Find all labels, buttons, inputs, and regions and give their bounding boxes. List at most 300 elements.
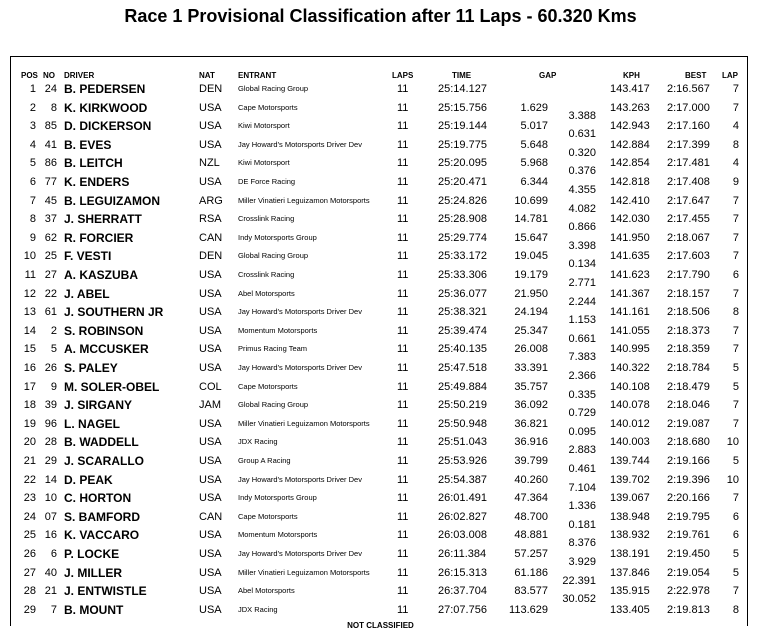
cell-laps: 11 xyxy=(397,380,409,393)
cell-lap: 6 xyxy=(732,529,739,542)
cell-gap: 26.008 xyxy=(514,343,548,356)
cell-nat: USA xyxy=(199,436,222,449)
cell-laps: 11 xyxy=(397,529,409,542)
cell-laps: 11 xyxy=(397,287,409,300)
cell-interval: 0.866 xyxy=(568,221,596,234)
cell-time: 27:07.756 xyxy=(438,603,487,616)
cell-interval: 0.095 xyxy=(568,425,596,438)
cell-laps: 11 xyxy=(397,436,409,449)
cell-kph: 141.950 xyxy=(610,231,650,244)
cell-interval: 2.883 xyxy=(568,444,596,457)
cell-pos: 21 xyxy=(23,455,36,467)
cell-kph: 139.702 xyxy=(610,473,650,486)
cell-best: 2:17.790 xyxy=(667,269,710,281)
cell-lap: 7 xyxy=(732,213,739,226)
cell-laps: 11 xyxy=(397,473,409,486)
cell-best: 2:17.603 xyxy=(667,250,710,263)
cell-gap: 1.629 xyxy=(520,101,548,114)
cell-no: 61 xyxy=(44,306,57,319)
cell-nat: USA xyxy=(199,343,222,356)
cell-laps: 11 xyxy=(397,585,409,598)
cell-lap: 7 xyxy=(732,324,739,337)
cell-entrant: Global Racing Group xyxy=(238,251,309,261)
cell-driver: J. ABEL xyxy=(64,286,110,301)
cell-lap: 7 xyxy=(732,231,739,244)
cell-kph: 143.417 xyxy=(610,83,650,95)
cell-laps: 11 xyxy=(397,157,409,170)
cell-kph: 137.846 xyxy=(610,566,650,579)
cell-kph: 141.161 xyxy=(610,306,650,319)
header-driver: DRIVER xyxy=(64,71,95,80)
cell-driver: B. LEGUIZAMON xyxy=(64,193,160,208)
cell-laps: 11 xyxy=(397,343,409,356)
cell-interval: 0.181 xyxy=(568,518,596,531)
cell-best: 2:20.166 xyxy=(667,492,710,505)
cell-no: 28 xyxy=(44,436,57,449)
cell-entrant: Kiwi Motorsport xyxy=(238,158,290,168)
cell-best: 2:18.157 xyxy=(667,287,710,300)
cell-entrant: Jay Howard's Motorsports Driver Dev xyxy=(238,549,362,558)
cell-best: 2:17.455 xyxy=(667,213,710,226)
cell-lap: 9 xyxy=(732,176,739,188)
cell-lap: 7 xyxy=(732,83,739,95)
cell-driver: B. MOUNT xyxy=(64,602,124,617)
cell-driver: B. EVES xyxy=(64,137,112,152)
cell-time: 26:15.313 xyxy=(438,566,487,579)
cell-kph: 142.410 xyxy=(610,194,650,207)
cell-no: 14 xyxy=(44,473,57,486)
cell-no: 45 xyxy=(44,194,57,207)
cell-no: 62 xyxy=(44,231,57,244)
cell-kph: 139.067 xyxy=(610,492,650,505)
cell-no: 40 xyxy=(44,566,57,579)
cell-driver: D. PEAK xyxy=(64,472,113,487)
cell-nat: USA xyxy=(199,566,222,579)
cell-gap: 21.950 xyxy=(514,287,548,300)
cell-kph: 142.818 xyxy=(610,176,650,188)
cell-laps: 11 xyxy=(397,269,409,281)
cell-nat: CAN xyxy=(199,510,223,523)
cell-nat: USA xyxy=(199,473,222,486)
header-best: BEST xyxy=(685,71,707,80)
cell-gap: 83.577 xyxy=(514,585,548,598)
cell-best: 2:18.067 xyxy=(667,231,710,244)
header-gap: GAP xyxy=(539,71,557,80)
cell-kph: 139.744 xyxy=(610,455,650,467)
cell-entrant: Indy Motorsports Group xyxy=(238,232,317,242)
cell-entrant: JDX Racing xyxy=(238,604,278,614)
cell-time: 25:53.926 xyxy=(438,455,487,467)
cell-gap: 113.629 xyxy=(509,603,548,616)
cell-no: 21 xyxy=(44,585,57,598)
cell-interval: 7.383 xyxy=(568,351,596,364)
cell-best: 2:19.813 xyxy=(667,603,710,616)
cell-interval: 0.335 xyxy=(568,388,596,401)
cell-best: 2:19.795 xyxy=(667,510,710,523)
cell-lap: 7 xyxy=(732,417,739,430)
cell-pos: 3 xyxy=(29,120,36,133)
cell-gap: 40.260 xyxy=(514,473,548,486)
cell-entrant: JDX Racing xyxy=(238,437,278,447)
cell-nat: NZL xyxy=(199,157,220,170)
cell-time: 25:20.471 xyxy=(438,176,487,188)
cell-nat: USA xyxy=(199,101,222,114)
cell-best: 2:18.046 xyxy=(667,399,710,412)
cell-lap: 4 xyxy=(732,157,739,170)
cell-kph: 140.078 xyxy=(610,399,650,412)
cell-time: 25:51.043 xyxy=(438,436,487,449)
cell-gap: 61.186 xyxy=(514,566,548,579)
header-time: TIME xyxy=(452,71,472,80)
cell-gap: 5.648 xyxy=(520,138,548,151)
cell-best: 2:16.567 xyxy=(667,83,710,95)
cell-time: 25:54.387 xyxy=(438,473,487,486)
cell-time: 25:38.321 xyxy=(438,306,487,319)
cell-pos: 24 xyxy=(23,510,36,523)
cell-entrant: Global Racing Group xyxy=(238,84,309,93)
cell-no: 24 xyxy=(44,83,57,95)
cell-interval: 2.244 xyxy=(568,295,596,308)
cell-lap: 8 xyxy=(732,138,739,151)
cell-pos: 4 xyxy=(29,138,36,151)
cell-laps: 11 xyxy=(397,138,409,151)
cell-best: 2:18.373 xyxy=(667,324,710,337)
cell-gap: 33.391 xyxy=(514,362,548,374)
cell-interval: 0.729 xyxy=(568,407,596,420)
cell-best: 2:17.399 xyxy=(667,138,710,151)
cell-gap: 48.881 xyxy=(514,529,548,542)
cell-gap: 5.017 xyxy=(520,120,548,133)
cell-driver: C. HORTON xyxy=(64,491,132,506)
cell-gap: 25.347 xyxy=(514,324,548,337)
cell-laps: 11 xyxy=(397,250,409,263)
cell-lap: 5 xyxy=(732,548,739,560)
cell-interval: 2.366 xyxy=(568,370,596,382)
cell-no: 16 xyxy=(44,529,57,542)
cell-kph: 135.915 xyxy=(610,585,650,598)
cell-pos: 20 xyxy=(23,436,36,449)
cell-lap: 10 xyxy=(726,473,739,486)
cell-best: 2:17.160 xyxy=(667,120,710,133)
cell-no: 27 xyxy=(44,269,57,281)
cell-lap: 7 xyxy=(732,492,739,505)
cell-best: 2:22.978 xyxy=(667,585,710,598)
cell-no: 8 xyxy=(50,101,57,114)
cell-no: 22 xyxy=(44,287,57,300)
cell-interval: 1.153 xyxy=(568,314,596,327)
cell-pos: 10 xyxy=(23,250,36,263)
cell-gap: 35.757 xyxy=(514,380,548,393)
cell-lap: 4 xyxy=(732,120,739,133)
cell-driver: K. VACCARO xyxy=(64,528,140,543)
cell-laps: 11 xyxy=(397,176,409,188)
cell-nat: CAN xyxy=(199,231,223,244)
cell-time: 25:24.826 xyxy=(438,194,487,207)
cell-entrant: Group A Racing xyxy=(238,456,291,465)
cell-time: 25:50.219 xyxy=(438,399,487,412)
cell-gap: 5.968 xyxy=(520,157,548,170)
cell-nat: USA xyxy=(199,529,222,542)
cell-laps: 11 xyxy=(397,231,409,244)
header-entrant: ENTRANT xyxy=(238,71,277,80)
cell-laps: 11 xyxy=(397,566,409,579)
cell-pos: 22 xyxy=(23,473,36,486)
cell-kph: 138.191 xyxy=(610,548,650,560)
cell-entrant: Jay Howard's Motorsports Driver Dev xyxy=(238,307,362,317)
cell-no: 85 xyxy=(44,120,57,133)
header-laps: LAPS xyxy=(392,71,414,80)
cell-gap: 47.364 xyxy=(514,492,548,505)
cell-best: 2:19.054 xyxy=(667,566,710,579)
cell-pos: 14 xyxy=(23,324,36,337)
cell-driver: J. SOUTHERN JR xyxy=(64,305,164,320)
cell-kph: 141.635 xyxy=(610,250,650,263)
cell-gap: 15.647 xyxy=(514,231,548,244)
cell-pos: 1 xyxy=(29,83,36,95)
cell-laps: 11 xyxy=(397,455,409,467)
cell-interval: 4.082 xyxy=(568,202,596,215)
cell-no: 41 xyxy=(44,138,57,151)
cell-nat: USA xyxy=(199,138,222,151)
cell-time: 26:11.384 xyxy=(438,548,487,560)
cell-nat: USA xyxy=(199,455,222,467)
cell-no: 7 xyxy=(50,603,57,616)
cell-time: 25:50.948 xyxy=(438,417,487,430)
cell-driver: J. MILLER xyxy=(64,565,123,580)
cell-laps: 11 xyxy=(397,548,409,560)
cell-driver: L. NAGEL xyxy=(64,416,120,431)
cell-gap: 36.821 xyxy=(514,417,548,430)
cell-driver: A. KASZUBA xyxy=(64,268,138,282)
cell-driver: S. PALEY xyxy=(64,361,118,375)
cell-kph: 141.367 xyxy=(610,287,650,300)
cell-pos: 13 xyxy=(23,306,36,319)
cell-lap: 8 xyxy=(732,603,739,616)
cell-pos: 18 xyxy=(23,399,36,412)
cell-no: 37 xyxy=(44,213,57,226)
cell-nat: USA xyxy=(199,287,222,300)
cell-no: 96 xyxy=(44,417,57,430)
cell-driver: B. PEDERSEN xyxy=(64,82,146,96)
cell-lap: 10 xyxy=(726,436,739,449)
cell-interval: 1.336 xyxy=(568,500,596,513)
cell-lap: 8 xyxy=(732,306,739,319)
cell-no: 25 xyxy=(44,250,57,263)
cell-kph: 138.932 xyxy=(610,529,650,542)
cell-driver: J. SHERRATT xyxy=(64,212,142,227)
cell-nat: USA xyxy=(199,492,222,505)
cell-laps: 11 xyxy=(397,492,409,505)
cell-interval: 8.376 xyxy=(568,537,596,550)
cell-kph: 140.995 xyxy=(610,343,650,356)
cell-entrant: Kiwi Motorsport xyxy=(238,121,290,131)
cell-time: 26:01.491 xyxy=(438,492,487,505)
cell-nat: USA xyxy=(199,176,222,188)
cell-nat: USA xyxy=(199,269,222,281)
cell-nat: USA xyxy=(199,362,222,374)
not-classified-label: NOT CLASSIFIED xyxy=(347,621,414,630)
header-kph: KPH xyxy=(623,71,640,80)
cell-pos: 16 xyxy=(23,362,36,374)
cell-nat: USA xyxy=(199,120,222,133)
cell-nat: RSA xyxy=(199,213,222,226)
cell-entrant: Abel Motorsports xyxy=(238,288,295,298)
cell-pos: 25 xyxy=(23,529,36,542)
cell-interval: 0.631 xyxy=(568,128,596,141)
cell-kph: 141.055 xyxy=(610,324,650,337)
cell-driver: K. ENDERS xyxy=(64,175,130,189)
cell-time: 26:37.704 xyxy=(438,585,487,598)
cell-laps: 11 xyxy=(397,101,409,114)
cell-laps: 11 xyxy=(397,399,409,412)
cell-interval: 3.929 xyxy=(568,556,596,568)
cell-no: 6 xyxy=(50,548,57,560)
cell-kph: 138.948 xyxy=(610,510,650,523)
cell-gap: 10.699 xyxy=(514,194,548,207)
cell-kph: 142.943 xyxy=(610,120,650,133)
cell-pos: 19 xyxy=(23,417,36,430)
cell-best: 2:17.481 xyxy=(667,157,710,170)
cell-laps: 11 xyxy=(397,510,409,523)
cell-time: 25:33.306 xyxy=(438,269,487,281)
cell-driver: R. FORCIER xyxy=(64,230,134,245)
cell-interval: 0.661 xyxy=(568,332,596,345)
cell-interval: 0.134 xyxy=(568,258,596,271)
cell-pos: 23 xyxy=(23,492,36,505)
cell-interval: 7.104 xyxy=(568,481,596,494)
cell-entrant: Cape Motorsports xyxy=(238,102,298,112)
cell-entrant: Jay Howard's Motorsports Driver Dev xyxy=(238,363,362,372)
cell-no: 2 xyxy=(50,324,57,337)
cell-laps: 11 xyxy=(397,83,409,95)
cell-best: 2:19.087 xyxy=(667,417,710,430)
cell-entrant: Abel Motorsports xyxy=(238,586,295,596)
cell-gap: 19.045 xyxy=(514,250,548,263)
cell-driver: A. MCCUSKER xyxy=(64,342,149,357)
cell-kph: 143.263 xyxy=(610,101,650,114)
cell-best: 2:19.166 xyxy=(667,455,710,467)
cell-nat: USA xyxy=(199,603,222,616)
cell-lap: 7 xyxy=(732,101,739,114)
cell-gap: 24.194 xyxy=(514,306,548,319)
cell-pos: 5 xyxy=(29,157,36,170)
cell-driver: J. SIRGANY xyxy=(64,398,133,413)
cell-best: 2:18.359 xyxy=(667,343,710,356)
header-no: NO xyxy=(43,71,55,80)
cell-nat: USA xyxy=(199,585,222,598)
cell-pos: 6 xyxy=(29,176,36,188)
cell-nat: DEN xyxy=(199,250,223,263)
cell-time: 25:29.774 xyxy=(438,231,487,244)
cell-time: 25:19.775 xyxy=(438,138,487,151)
cell-driver: D. DICKERSON xyxy=(64,119,152,134)
cell-kph: 141.623 xyxy=(610,269,650,281)
cell-lap: 7 xyxy=(732,194,739,207)
cell-driver: S. ROBINSON xyxy=(64,323,144,338)
cell-time: 25:33.172 xyxy=(438,250,487,263)
cell-no: 07 xyxy=(44,510,57,523)
cell-time: 25:40.135 xyxy=(438,343,487,356)
cell-entrant: Cape Motorsports xyxy=(238,511,298,521)
cell-gap: 57.257 xyxy=(514,548,548,560)
cell-lap: 5 xyxy=(732,455,739,467)
cell-best: 2:18.506 xyxy=(667,306,710,319)
header-nat: NAT xyxy=(199,71,215,80)
cell-kph: 142.030 xyxy=(610,213,650,226)
cell-time: 25:28.908 xyxy=(438,213,487,226)
cell-kph: 140.012 xyxy=(610,417,650,430)
cell-gap: 36.916 xyxy=(514,436,548,449)
cell-interval: 3.388 xyxy=(568,109,596,122)
cell-interval: 4.355 xyxy=(568,184,596,196)
cell-entrant: Miller Vinatieri Leguizamon Motorsports xyxy=(238,567,370,577)
cell-laps: 11 xyxy=(397,213,409,226)
cell-no: 77 xyxy=(44,176,57,188)
cell-entrant: Miller Vinatieri Leguizamon Motorsports xyxy=(238,195,370,205)
cell-pos: 9 xyxy=(29,231,36,244)
cell-pos: 11 xyxy=(24,269,36,281)
cell-interval: 2.771 xyxy=(568,277,596,289)
cell-time: 25:19.144 xyxy=(438,120,487,133)
cell-time: 25:36.077 xyxy=(438,287,487,300)
cell-entrant: Indy Motorsports Group xyxy=(238,493,317,503)
cell-nat: DEN xyxy=(199,83,223,95)
cell-gap: 39.799 xyxy=(514,455,548,467)
cell-laps: 11 xyxy=(397,362,409,374)
cell-nat: USA xyxy=(199,417,222,430)
cell-entrant: Jay Howard's Motorsports Driver Dev xyxy=(238,474,362,484)
cell-nat: USA xyxy=(199,306,222,319)
cell-no: 10 xyxy=(44,492,57,505)
cell-pos: 8 xyxy=(29,213,36,226)
cell-driver: J. SCARALLO xyxy=(64,454,145,468)
cell-interval: 0.461 xyxy=(568,463,596,475)
page-title: Race 1 Provisional Classification after 11 Laps - 60.320 Kms xyxy=(124,6,637,26)
cell-best: 2:17.408 xyxy=(667,176,710,188)
cell-gap: 36.092 xyxy=(514,399,548,412)
cell-driver: B. LEITCH xyxy=(64,156,123,171)
cell-entrant: Momentum Motorsports xyxy=(238,530,318,540)
cell-driver: M. SOLER-OBEL xyxy=(64,379,160,394)
cell-lap: 7 xyxy=(732,343,739,356)
cell-gap: 6.344 xyxy=(520,176,548,188)
cell-lap: 7 xyxy=(732,585,739,598)
cell-nat: ARG xyxy=(199,194,223,207)
cell-best: 2:18.784 xyxy=(667,362,710,374)
cell-best: 2:17.000 xyxy=(667,101,710,114)
cell-kph: 140.108 xyxy=(610,380,650,393)
cell-laps: 11 xyxy=(397,120,409,133)
cell-pos: 2 xyxy=(29,101,36,114)
cell-pos: 26 xyxy=(23,548,36,560)
cell-time: 26:02.827 xyxy=(438,510,487,523)
cell-best: 2:18.680 xyxy=(667,436,710,449)
cell-no: 5 xyxy=(50,343,57,356)
header-pos: POS xyxy=(21,71,38,80)
cell-lap: 5 xyxy=(732,566,739,579)
cell-interval: 3.398 xyxy=(568,239,596,252)
cell-nat: COL xyxy=(199,380,222,393)
cell-no: 9 xyxy=(50,380,57,393)
cell-time: 26:03.008 xyxy=(438,529,487,542)
cell-entrant: Crosslink Racing xyxy=(238,270,295,279)
cell-entrant: Crosslink Racing xyxy=(238,214,295,224)
cell-laps: 11 xyxy=(397,417,409,430)
cell-time: 25:39.474 xyxy=(438,324,487,337)
cell-no: 39 xyxy=(44,399,57,412)
cell-pos: 17 xyxy=(23,380,36,393)
cell-entrant: Global Racing Group xyxy=(238,400,309,410)
